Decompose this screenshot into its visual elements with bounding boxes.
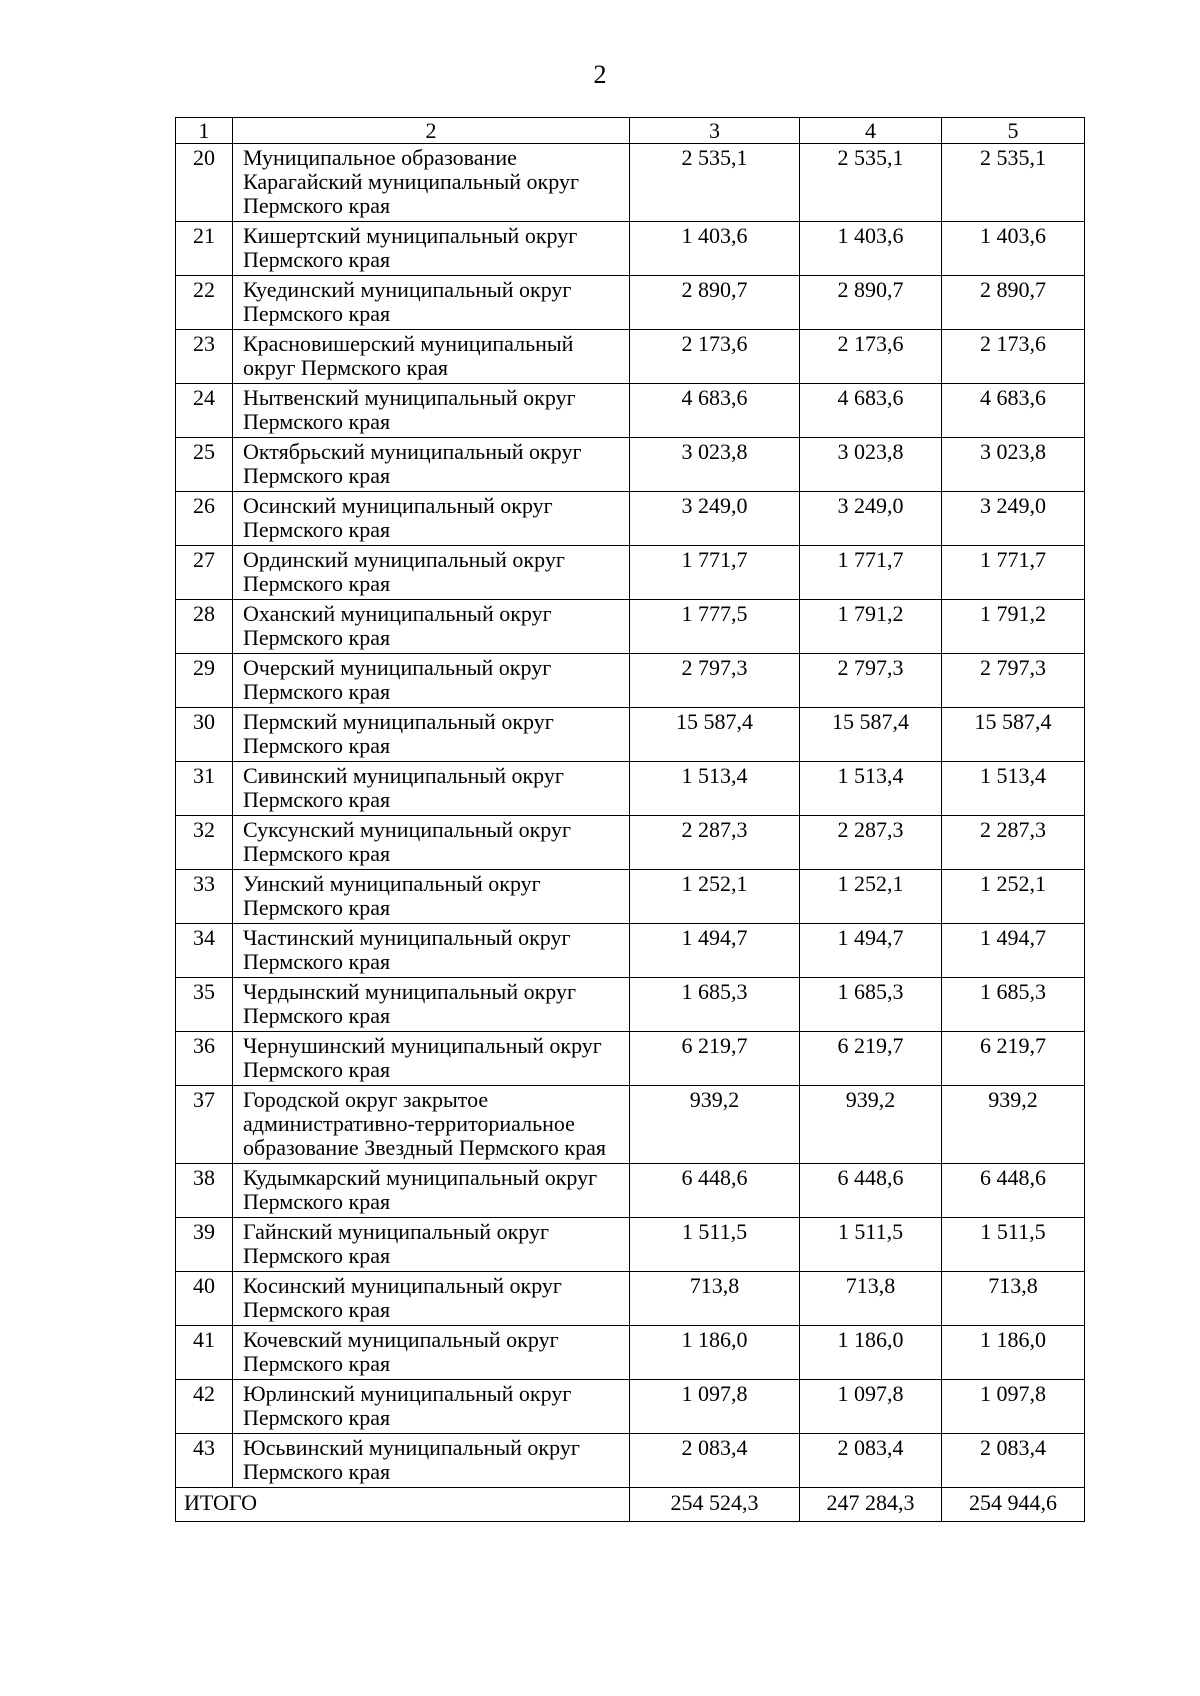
- value-col-5: 3 023,8: [942, 438, 1085, 492]
- municipality-name: Ординский муниципальный округ Пермского края: [233, 546, 630, 600]
- table-row: [176, 1434, 1085, 1488]
- municipality-name: Куединский муниципальный округ Пермского края: [233, 276, 630, 330]
- total-row: [176, 1488, 1085, 1522]
- value-col-5: 6 219,7: [942, 1032, 1085, 1086]
- value-col-3: 6 448,6: [630, 1164, 800, 1218]
- table-row: [176, 492, 1085, 546]
- table-row: [176, 546, 1085, 600]
- table-row: [176, 144, 1085, 222]
- value-col-3: 15 587,4: [630, 708, 800, 762]
- value-col-3: 713,8: [630, 1272, 800, 1326]
- municipality-name: Нытвенский муниципальный округ Пермского края: [233, 384, 630, 438]
- value-col-3: 3 249,0: [630, 492, 800, 546]
- value-col-5: 1 513,4: [942, 762, 1085, 816]
- table-row: [176, 762, 1085, 816]
- table-row: [176, 600, 1085, 654]
- value-col-4: 2 890,7: [800, 276, 942, 330]
- page-number: 2: [593, 60, 607, 89]
- municipality-name: Осинский муниципальный округ Пермского края: [233, 492, 630, 546]
- table-row: [176, 222, 1085, 276]
- row-number: 22: [176, 276, 233, 330]
- value-col-3: 1 511,5: [630, 1218, 800, 1272]
- municipality-name: Чердынский муниципальный округ Пермского края: [233, 978, 630, 1032]
- value-col-4: 3 249,0: [800, 492, 942, 546]
- value-col-3: 1 771,7: [630, 546, 800, 600]
- total-col-4: 247 284,3: [800, 1488, 942, 1522]
- value-col-5: 1 791,2: [942, 600, 1085, 654]
- header-row: [176, 118, 1085, 144]
- value-col-3: 2 083,4: [630, 1434, 800, 1488]
- row-number: 23: [176, 330, 233, 384]
- value-col-3: 3 023,8: [630, 438, 800, 492]
- municipality-name: Сивинский муниципальный округ Пермского края: [233, 762, 630, 816]
- municipality-name: Суксунский муниципальный округ Пермского края: [233, 816, 630, 870]
- row-number: 34: [176, 924, 233, 978]
- table-row: [176, 708, 1085, 762]
- table-row: [176, 978, 1085, 1032]
- value-col-5: 6 448,6: [942, 1164, 1085, 1218]
- value-col-4: 1 511,5: [800, 1218, 942, 1272]
- total-col-5: 254 944,6: [942, 1488, 1085, 1522]
- budget-table: [175, 117, 1085, 1522]
- table-row: [176, 1218, 1085, 1272]
- value-col-3: 2 797,3: [630, 654, 800, 708]
- value-col-3: 1 513,4: [630, 762, 800, 816]
- row-number: 41: [176, 1326, 233, 1380]
- value-col-3: 1 186,0: [630, 1326, 800, 1380]
- value-col-5: 1 511,5: [942, 1218, 1085, 1272]
- value-col-3: 939,2: [630, 1086, 800, 1164]
- row-number: 35: [176, 978, 233, 1032]
- table-body: [176, 118, 1085, 1522]
- table-row: [176, 438, 1085, 492]
- value-col-3: 1 494,7: [630, 924, 800, 978]
- value-col-5: 713,8: [942, 1272, 1085, 1326]
- table-row: [176, 1032, 1085, 1086]
- value-col-3: 2 890,7: [630, 276, 800, 330]
- value-col-3: 2 173,6: [630, 330, 800, 384]
- municipality-name: Муниципальное образование Карагайский муниципальный округ Пермского края: [233, 144, 630, 222]
- row-number: 25: [176, 438, 233, 492]
- value-col-5: 4 683,6: [942, 384, 1085, 438]
- table-row: [176, 330, 1085, 384]
- row-number: 43: [176, 1434, 233, 1488]
- total-label: ИТОГО: [176, 1488, 630, 1522]
- value-col-4: 1 513,4: [800, 762, 942, 816]
- row-number: 36: [176, 1032, 233, 1086]
- row-number: 39: [176, 1218, 233, 1272]
- value-col-4: 1 685,3: [800, 978, 942, 1032]
- value-col-5: 1 252,1: [942, 870, 1085, 924]
- header-cell-2: 2: [233, 118, 630, 144]
- header-cell-5: 5: [942, 118, 1085, 144]
- value-col-5: 1 186,0: [942, 1326, 1085, 1380]
- municipality-name: Пермский муниципальный округ Пермского края: [233, 708, 630, 762]
- municipality-name: Кудымкарский муниципальный округ Пермского края: [233, 1164, 630, 1218]
- value-col-4: 1 097,8: [800, 1380, 942, 1434]
- value-col-4: 2 173,6: [800, 330, 942, 384]
- value-col-4: 6 219,7: [800, 1032, 942, 1086]
- value-col-5: 15 587,4: [942, 708, 1085, 762]
- row-number: 21: [176, 222, 233, 276]
- value-col-5: 1 403,6: [942, 222, 1085, 276]
- row-number: 20: [176, 144, 233, 222]
- value-col-4: 2 797,3: [800, 654, 942, 708]
- municipality-name: Гайнский муниципальный округ Пермского края: [233, 1218, 630, 1272]
- value-col-5: 1 771,7: [942, 546, 1085, 600]
- municipality-name: Уинский муниципальный округ Пермского края: [233, 870, 630, 924]
- table-row: [176, 924, 1085, 978]
- value-col-5: 2 535,1: [942, 144, 1085, 222]
- value-col-5: 1 494,7: [942, 924, 1085, 978]
- value-col-5: 2 890,7: [942, 276, 1085, 330]
- value-col-5: 1 685,3: [942, 978, 1085, 1032]
- municipality-name: Очерский муниципальный округ Пермского края: [233, 654, 630, 708]
- value-col-4: 2 287,3: [800, 816, 942, 870]
- row-number: 38: [176, 1164, 233, 1218]
- municipality-name: Чернушинский муниципальный округ Пермского края: [233, 1032, 630, 1086]
- municipality-name: Красновишерский муниципальный округ Пермского края: [233, 330, 630, 384]
- value-col-5: 2 083,4: [942, 1434, 1085, 1488]
- value-col-3: 2 535,1: [630, 144, 800, 222]
- row-number: 28: [176, 600, 233, 654]
- row-number: 37: [176, 1086, 233, 1164]
- value-col-4: 713,8: [800, 1272, 942, 1326]
- value-col-5: 2 287,3: [942, 816, 1085, 870]
- table-row: [176, 870, 1085, 924]
- table-row: [176, 1326, 1085, 1380]
- municipality-name: Кишертский муниципальный округ Пермского края: [233, 222, 630, 276]
- municipality-name: Косинский муниципальный округ Пермского края: [233, 1272, 630, 1326]
- table-row: [176, 1086, 1085, 1164]
- table-row: [176, 654, 1085, 708]
- row-number: 42: [176, 1380, 233, 1434]
- value-col-4: 1 403,6: [800, 222, 942, 276]
- table-row: [176, 276, 1085, 330]
- value-col-4: 3 023,8: [800, 438, 942, 492]
- value-col-3: 4 683,6: [630, 384, 800, 438]
- value-col-3: 1 252,1: [630, 870, 800, 924]
- municipality-name: Октябрьский муниципальный округ Пермского края: [233, 438, 630, 492]
- table-row: [176, 384, 1085, 438]
- value-col-3: 6 219,7: [630, 1032, 800, 1086]
- row-number: 30: [176, 708, 233, 762]
- row-number: 33: [176, 870, 233, 924]
- row-number: 40: [176, 1272, 233, 1326]
- value-col-4: 1 252,1: [800, 870, 942, 924]
- table-row: [176, 1380, 1085, 1434]
- municipality-name: Юрлинский муниципальный округ Пермского края: [233, 1380, 630, 1434]
- value-col-5: 3 249,0: [942, 492, 1085, 546]
- header-cell-1: 1: [176, 118, 233, 144]
- value-col-4: 2 083,4: [800, 1434, 942, 1488]
- value-col-5: 1 097,8: [942, 1380, 1085, 1434]
- value-col-3: 1 403,6: [630, 222, 800, 276]
- header-cell-4: 4: [800, 118, 942, 144]
- municipality-name: Оханский муниципальный округ Пермского края: [233, 600, 630, 654]
- value-col-3: 1 777,5: [630, 600, 800, 654]
- row-number: 31: [176, 762, 233, 816]
- table-row: [176, 1164, 1085, 1218]
- row-number: 29: [176, 654, 233, 708]
- municipality-name: Кочевский муниципальный округ Пермского края: [233, 1326, 630, 1380]
- municipality-name: Городской округ закрытое административно-территориальное образование Звездный Пермского края: [233, 1086, 630, 1164]
- value-col-4: 4 683,6: [800, 384, 942, 438]
- total-col-3: 254 524,3: [630, 1488, 800, 1522]
- row-number: 32: [176, 816, 233, 870]
- value-col-5: 2 173,6: [942, 330, 1085, 384]
- table-row: [176, 816, 1085, 870]
- value-col-3: 2 287,3: [630, 816, 800, 870]
- value-col-4: 1 186,0: [800, 1326, 942, 1380]
- value-col-3: 1 685,3: [630, 978, 800, 1032]
- table-row: [176, 1272, 1085, 1326]
- value-col-4: 1 494,7: [800, 924, 942, 978]
- value-col-4: 15 587,4: [800, 708, 942, 762]
- row-number: 27: [176, 546, 233, 600]
- value-col-4: 1 771,7: [800, 546, 942, 600]
- value-col-3: 1 097,8: [630, 1380, 800, 1434]
- value-col-4: 939,2: [800, 1086, 942, 1164]
- municipality-name: Юсьвинский муниципальный округ Пермского края: [233, 1434, 630, 1488]
- row-number: 26: [176, 492, 233, 546]
- value-col-4: 1 791,2: [800, 600, 942, 654]
- value-col-5: 939,2: [942, 1086, 1085, 1164]
- municipality-name: Частинский муниципальный округ Пермского края: [233, 924, 630, 978]
- value-col-4: 6 448,6: [800, 1164, 942, 1218]
- value-col-5: 2 797,3: [942, 654, 1085, 708]
- row-number: 24: [176, 384, 233, 438]
- header-cell-3: 3: [630, 118, 800, 144]
- value-col-4: 2 535,1: [800, 144, 942, 222]
